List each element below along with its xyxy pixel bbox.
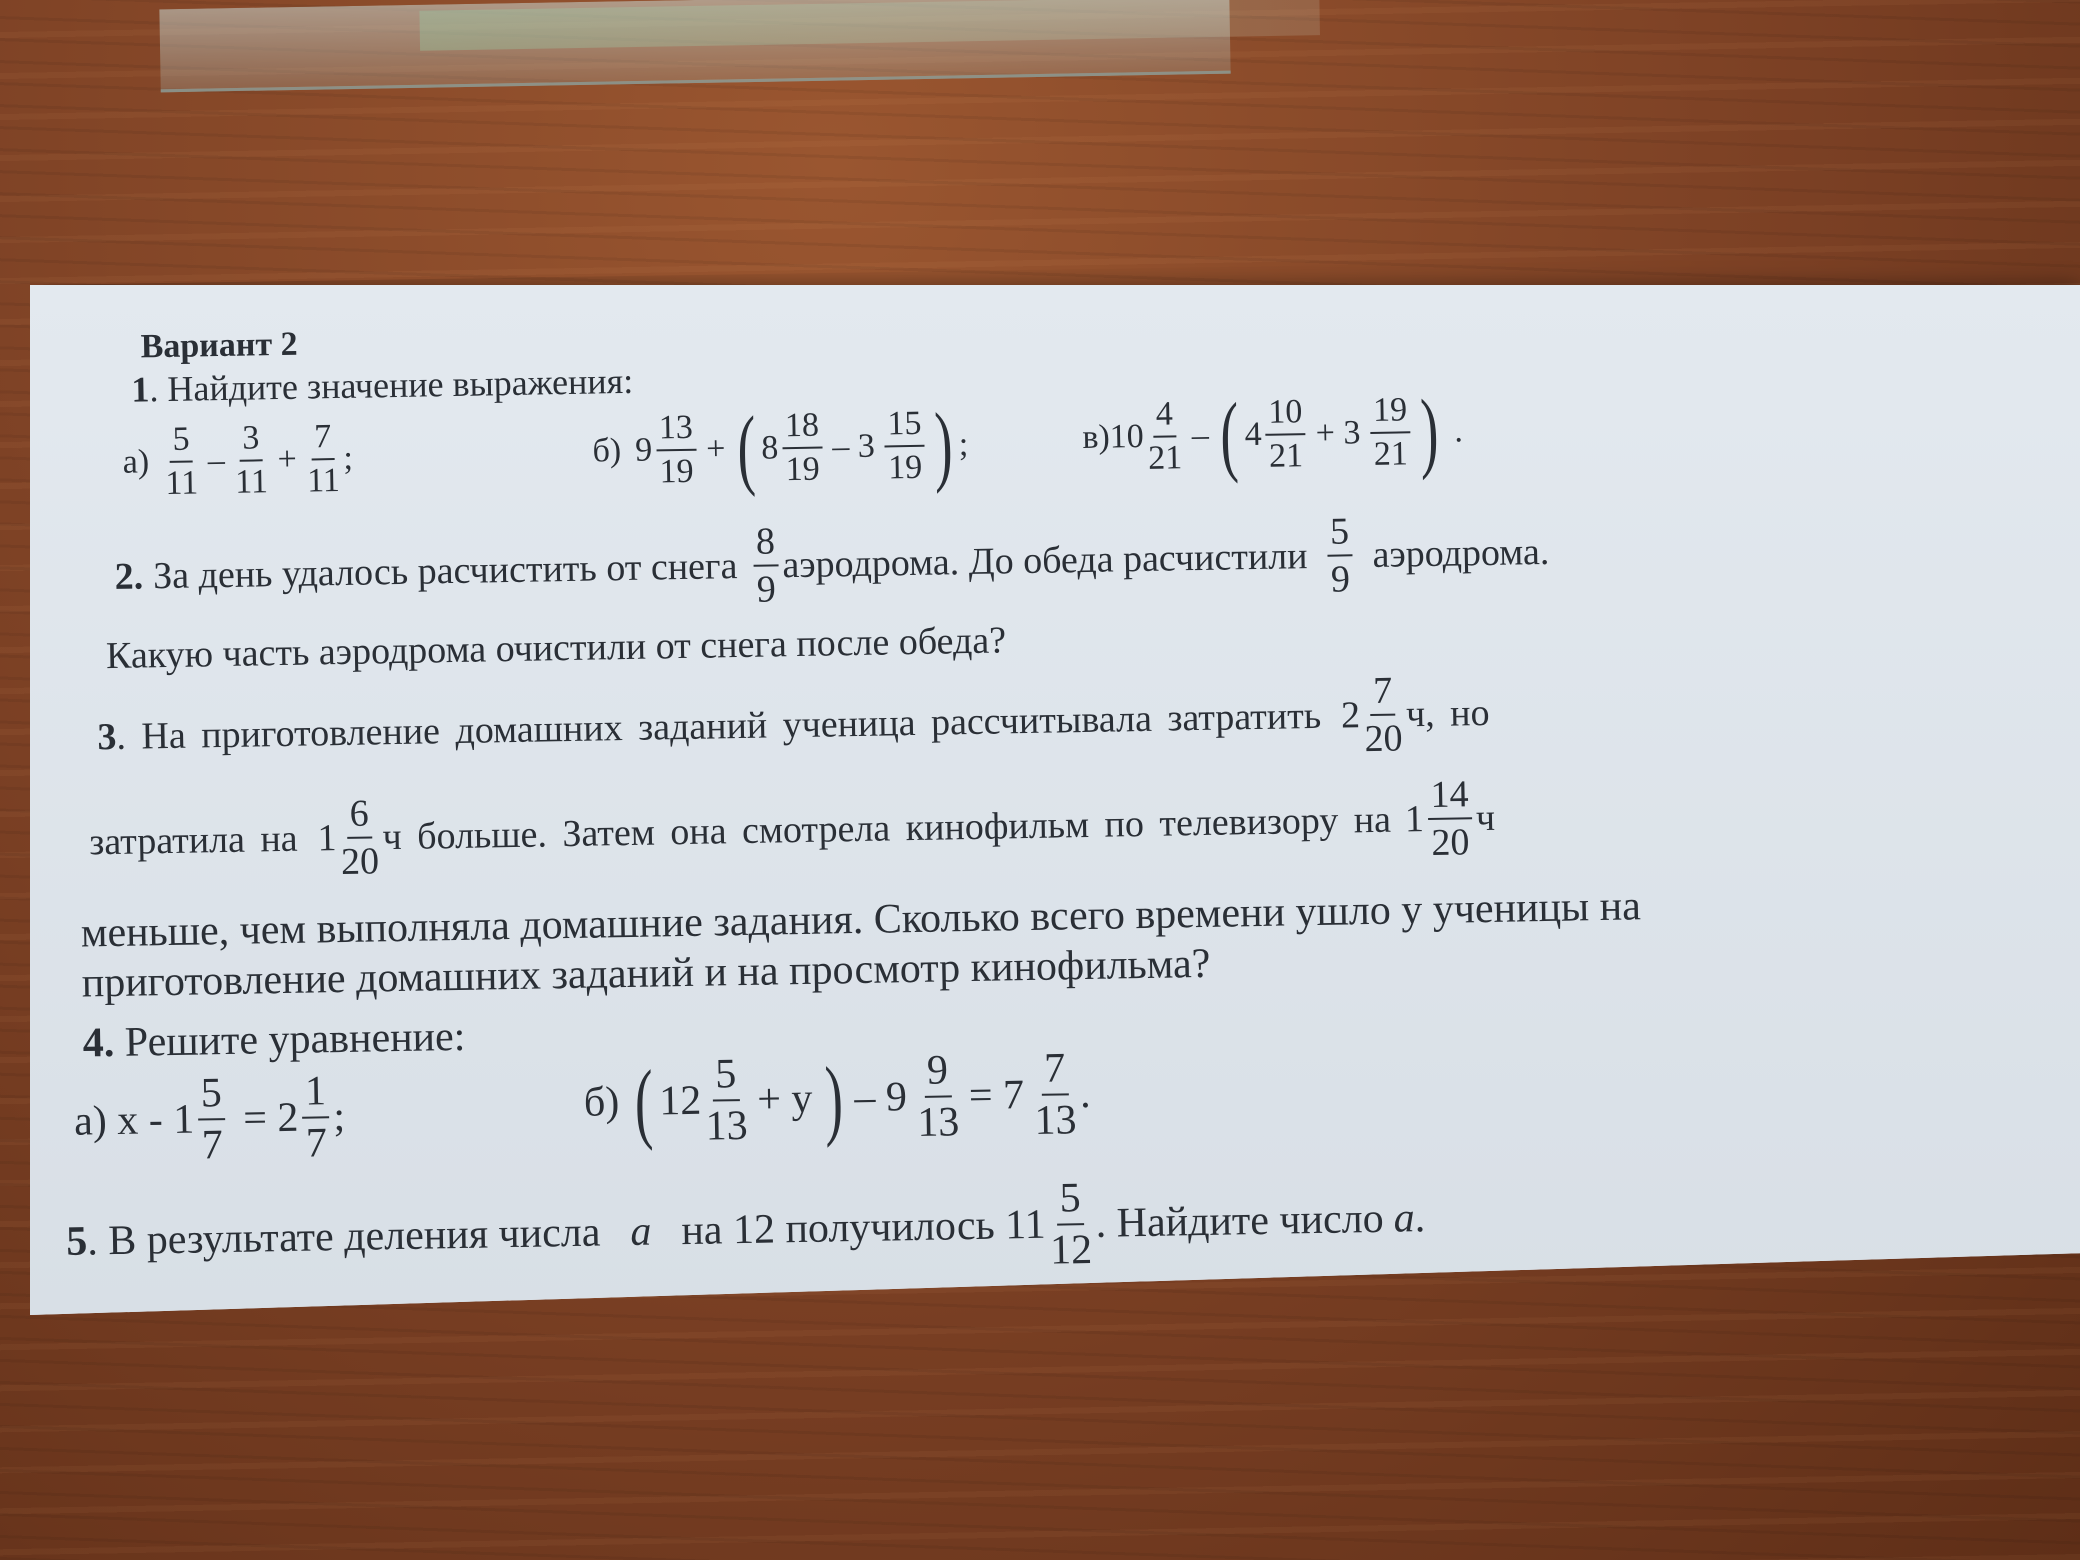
q5-text-1: . В результате деления числа — [86, 1209, 601, 1265]
q1c-frac3: $\frac{19}{21}$ — [1370, 393, 1411, 472]
q4b-equals: = 7 — [968, 1072, 1025, 1120]
question-5-number: 5 — [65, 1218, 88, 1265]
q1b-op1: + — [705, 429, 726, 468]
q1b-frac2: $\frac{18}{19}$ — [782, 408, 823, 487]
q1c-frac2: $\frac{10}{21}$ — [1265, 395, 1306, 474]
q1a-op2: + — [277, 440, 298, 479]
q3-text-3: затратила на — [88, 817, 298, 864]
q1a-frac3: $\frac{7}{11}$ — [306, 418, 341, 500]
q4b-label: б) — [583, 1079, 620, 1126]
q1a-end: ; — [343, 439, 354, 477]
q4a-label: а) x - 1 — [73, 1096, 195, 1145]
question-1-number: 1 — [131, 369, 150, 410]
q5-variable-a-2: a — [1393, 1195, 1415, 1242]
q5-text-3: . Найдите число — [1095, 1195, 1384, 1247]
q2-frac2: $\frac{5}{9}$ — [1327, 512, 1353, 598]
question-3-line-3: меньше, чем выполняла домашние задания. Сколько всего времени ушло у ученицы на — [80, 883, 1642, 957]
q4a-frac2: $\frac{1}{7}$ — [302, 1070, 331, 1164]
q4b-paren-close: ) — [823, 1048, 844, 1149]
q4b-plus-y: + y — [756, 1075, 813, 1123]
q1b-label: б) — [592, 431, 622, 470]
q3-text-5: ч — [1475, 796, 1496, 840]
question-1-text: . Найдите значение выражения: — [149, 360, 634, 410]
q5-frac: $\frac{5}{12}$ — [1049, 1175, 1093, 1274]
plastic-shine — [419, 0, 1320, 51]
q2-text-1: За день удалось расчистить от снега — [152, 545, 738, 598]
q1b-frac3: $\frac{15}{19}$ — [884, 406, 925, 485]
q1a-frac2: $\frac{3}{11}$ — [234, 419, 269, 501]
question-1-title — [131, 360, 633, 411]
question-1c — [1082, 381, 1464, 485]
q2-frac1: $\frac{8}{9}$ — [753, 522, 779, 608]
q3-frac3: $\frac{14}{20}$ — [1427, 775, 1472, 862]
question-2-number: 2. — [114, 555, 144, 598]
question-3-number: 3 — [97, 715, 117, 759]
q1c-end: . — [1454, 411, 1464, 450]
q3-text-2: ч, но — [1405, 691, 1490, 736]
question-1b — [592, 395, 969, 499]
q2-text-3: аэродрома. — [1372, 530, 1550, 576]
q3-frac1: $\frac{7}{20}$ — [1364, 669, 1403, 761]
q1c-whole2: 4 — [1244, 415, 1263, 453]
q3-whole1: 2 — [1340, 694, 1361, 737]
question-2-line-2: Какую часть аэродрома очистили от снега после обеда? — [105, 619, 1007, 678]
q5-text-2: на 12 получилось 11 — [680, 1201, 1047, 1255]
question-4a — [73, 1070, 346, 1169]
q4a-equals: = 2 — [242, 1094, 299, 1142]
q2-text-2: аэродрома. До обеда расчистили — [782, 535, 1308, 587]
q1b-paren-close: ) — [933, 395, 954, 495]
q1b-paren-open: ( — [736, 398, 757, 499]
q4b-paren-open: ( — [634, 1052, 655, 1152]
question-4-title — [82, 1013, 465, 1068]
q3-whole2: 1 — [317, 817, 337, 860]
q4b-frac3: $\frac{7}{13}$ — [1034, 1045, 1077, 1144]
question-3-line-4: приготовление домашних заданий и на просмотр кинофильма? — [81, 940, 1211, 1007]
q1a-op1: – — [207, 441, 226, 480]
q1c-paren-close: ) — [1419, 381, 1440, 482]
question-4-text: Решите уравнение: — [124, 1013, 466, 1066]
q3-text-4: ч больше. Затем она смотрела кинофильм по телевизору на — [382, 798, 1392, 859]
q1b-op2: – 3 — [831, 427, 876, 465]
q1b-whole2: 8 — [760, 428, 779, 467]
q1c-op1: – — [1191, 416, 1210, 454]
q5-variable-a: a — [629, 1208, 652, 1256]
plastic-sleeve — [159, 0, 1230, 92]
question-4-number: 4. — [82, 1019, 115, 1067]
q4b-whole1: 12 — [658, 1077, 702, 1125]
q1a-frac1: $\frac{5}{11}$ — [165, 420, 199, 503]
q1b-whole1: 9 — [634, 431, 653, 469]
q1b-end: ; — [958, 425, 969, 463]
q4b-end: . — [1079, 1070, 1091, 1118]
q5-text-4: . — [1414, 1195, 1426, 1242]
q4b-frac1: $\frac{5}{13}$ — [705, 1051, 749, 1150]
q1c-paren-open: ( — [1219, 385, 1240, 485]
q4b-minus: – 9 — [853, 1074, 908, 1122]
q1c-op2: + 3 — [1315, 413, 1361, 452]
question-1a — [122, 420, 354, 502]
question-4b — [583, 1047, 1091, 1150]
q3-frac2: $\frac{6}{20}$ — [340, 792, 380, 884]
q3-whole3: 1 — [1404, 798, 1425, 841]
q1b-frac1: $\frac{13}{19}$ — [655, 410, 696, 489]
q4a-frac1: $\frac{5}{7}$ — [197, 1072, 226, 1166]
q3-text-1: . На приготовление домашних заданий ученица рассчитывала затратить — [116, 694, 1322, 758]
q4a-end: ; — [333, 1093, 346, 1141]
q1a-label: а) — [122, 443, 150, 481]
variant-title: Вариант 2 — [140, 325, 298, 366]
q1c-frac1: $\frac{4}{21}$ — [1147, 394, 1183, 477]
q1c-label: в)10 — [1082, 417, 1145, 456]
q4b-frac2: $\frac{9}{13}$ — [916, 1047, 960, 1146]
